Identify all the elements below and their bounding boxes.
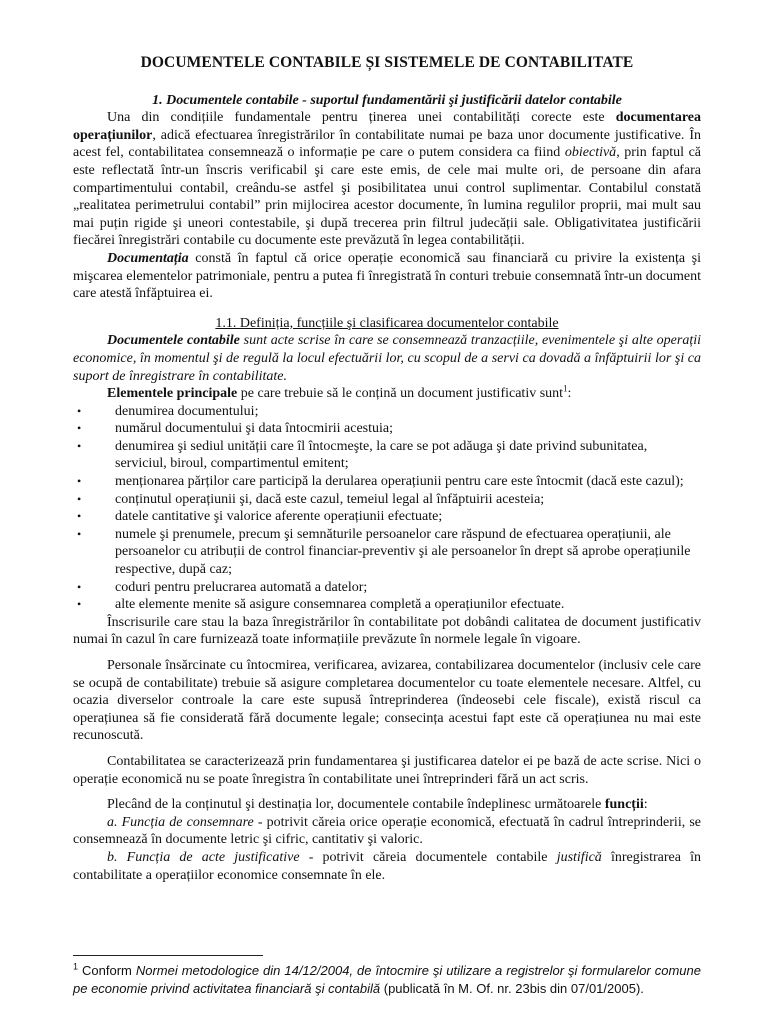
bullet-icon: • <box>77 579 82 594</box>
text-run: înregistrarea în contabilitate a operațiilor economice consemnate în ele. <box>73 849 701 883</box>
list-item <box>77 596 701 614</box>
italic-term: b. Funcția de acte justificative <box>107 849 300 865</box>
list-item-text: numărul documentului şi data întocmirii acestuia; <box>115 421 393 437</box>
list-item-text: datele cantitative şi valorice aferente operațiunii efectuate; <box>115 509 443 525</box>
list-item-text: denumirea documentului; <box>115 403 259 419</box>
paragraph-functions-intro <box>73 796 701 814</box>
bullet-icon: • <box>77 491 82 506</box>
paragraph-written-acts: Contabilitatea se caracterizează prin fundamentarea şi justificarea datelor ei pe bază de acte scrise. Nici o operație economică nu se poate înregistra în contabilitate unei întreprinderi fără un act scris. <box>73 753 701 787</box>
paragraph-accounting-documents-definition <box>73 332 701 385</box>
text-run: : <box>567 386 572 402</box>
paragraph-main-elements-intro <box>73 385 701 403</box>
text-run: - potrivit căreia documentele contabile <box>299 849 557 865</box>
list-item-text: conținutul operațiunii şi, dacă este cazul, temeiul legal al înfăptuirii acesteia; <box>115 491 545 507</box>
text-run: , adică efectuarea înregistrărilor în contabilitate numai pe baza unor documente justificative. În acest fel, contabilitatea consemnează o informație pe care o putem considera ca fiind <box>73 127 701 161</box>
paragraph-function-recording <box>73 814 701 849</box>
text-run: (publicată în M. Of. nr. 23bis din 07/01/2005). <box>380 981 644 996</box>
list-item <box>77 420 701 438</box>
list-item <box>77 491 701 509</box>
paragraph-documentation-condition <box>73 109 701 250</box>
paragraph-documentation-definition <box>73 250 701 303</box>
text-run: constă în faptul că orice operație economică sau financiară cu privire la existența şi mişcarea elementelor patrimoniale, pentru a putea fi înregistrată în conturi trebuie consemnată într-un document care atestă înfăptuirea ei. <box>73 250 701 302</box>
list-item <box>77 403 701 421</box>
bullet-icon: • <box>77 597 82 612</box>
list-item <box>77 579 701 597</box>
bold-italic-term: Documentația <box>107 250 189 266</box>
footnote-number: 1 <box>73 961 79 972</box>
paragraph-justifying-document: Înscrisurile care stau la baza înregistrărilor în contabilitate pot dobândi calitatea de document justificativ numai în cazul în care furnizează toate informațiile prevăzute în normele legale în vigoare. <box>73 614 701 648</box>
italic-term: justifică <box>556 849 602 865</box>
italic-term: obiectivă <box>564 145 617 161</box>
paragraph-function-justifying <box>73 849 701 884</box>
document-title: DOCUMENTELE CONTABILE ȘI SISTEMELE DE CONTABILITATE <box>140 54 634 71</box>
bullet-icon: • <box>77 509 82 524</box>
text-run: : <box>643 797 648 813</box>
text-run: - potrivit căreia orice operație economică, efectuată în cadrul întreprinderii, se consemnează în documente letric şi cifric, cantitativ şi valoric. <box>73 814 701 848</box>
footnote-reference[interactable]: 1 <box>563 383 568 394</box>
list-item-text: numele şi prenumele, precum şi semnăturile persoanelor care răspund de efectuarea operațiunii, ale persoanelor cu atribuții de control financiar-preventiv şi ale persoanelor în drept să aprobe operațiunile respective, după caz; <box>115 526 691 578</box>
list-item-text: menționarea părților care participă la derularea operațiunii pentru care este întocmit (dacă este cazul); <box>115 474 684 490</box>
list-item-text: coduri pentru prelucrarea automată a datelor; <box>115 579 368 595</box>
text-run: pe care trebuie să le conțină un document justificativ sunt <box>237 386 564 402</box>
bullet-icon: • <box>77 526 82 541</box>
list-item <box>77 526 701 579</box>
main-elements-list <box>73 403 701 614</box>
footnote <box>73 962 701 998</box>
bullet-icon: • <box>77 403 82 418</box>
chapter-subtitle: 1. Documentele contabile - suportul fundamentării şi justificării datelor contabile <box>152 92 622 108</box>
italic-text-run: sunt acte scrise în care se consemnează tranzacțiile, evenimentele şi alte operații economice, în momentul şi de regulă la locul efectuării lor, cu scopul de a servi ca dovadă a înfăptuirii lor şi ca suport de înregistrare în contabilitate. <box>73 333 702 384</box>
list-item-text: alte elemente menite să asigure consemnarea completă a operațiunilor efectuate. <box>115 597 565 613</box>
list-item <box>77 508 701 526</box>
text-run: Una din condițiile fundamentale pentru ținerea unei contabilități corecte este <box>107 110 616 126</box>
text-run: , prin faptul că este reflectată într-un înscris verificabil şi care este emis, de cele mai multe ori, de persoane din afara compartimentului contabil, creându-se astfel şi posibilitatea unui control suplimentar. Contabilul constată „realitatea perimetrului contabil” prin mijlocirea acestor documente, în lumina regulilor proprii, mai mult sau mai puțin rigide şi uneori contestabile, şi după trecerea prin filtrul judecății sale. Obligativitatea justificării fiecărei înregistrări contabile cu documente este prevăzută în legea contabilității. <box>73 145 701 249</box>
list-item <box>77 473 701 491</box>
bullet-icon: • <box>77 438 82 453</box>
page-body <box>73 54 701 884</box>
section-heading: 1.1. Definiția, funcțiile şi clasificarea documentelor contabile <box>215 315 559 331</box>
italic-term: a. Funcția de consemnare <box>107 814 254 830</box>
list-item <box>77 438 701 473</box>
bold-term: documentarea operațiunilor <box>73 110 701 143</box>
bold-italic-term: Documentele contabile <box>107 333 240 349</box>
bold-term: Elementele principale <box>107 386 238 402</box>
italic-text-run: Normei metodologice din 14/12/2004, de întocmire şi utilizare a registrelor şi formularelor comune pe economie privind activitatea financiară şi contabilă <box>73 963 701 996</box>
bold-term: funcții <box>604 797 644 813</box>
text-run: Plecând de la conținutul şi destinația lor, documentele contabile îndeplinesc următoarele <box>107 797 605 813</box>
paragraph-personnel-responsibility: Personale însărcinate cu întocmirea, verificarea, avizarea, contabilizarea documentelor (inclusiv cele care se ocupă de contabilitate) trebuie să asigure completarea documentelor cu toate elementele necesare. Altfel, cu ocazia diverselor controale la care este supusă întreprinderea (îndeosebi cele fiscale), există riscul ca operațiunea să fie considerată fără documente legale; consecința acestui fapt este că operațiunea nu mai este recunoscută. <box>73 658 701 744</box>
bullet-icon: • <box>77 474 82 489</box>
text-run: Conform <box>78 963 136 978</box>
footnote-separator <box>73 955 263 956</box>
bullet-icon: • <box>77 421 82 436</box>
list-item-text: denumirea şi sediul unității care îl întocmeşte, la care se pot adăuga şi date privind subunitatea, serviciul, biroul, compartimentul emitent; <box>115 438 648 472</box>
